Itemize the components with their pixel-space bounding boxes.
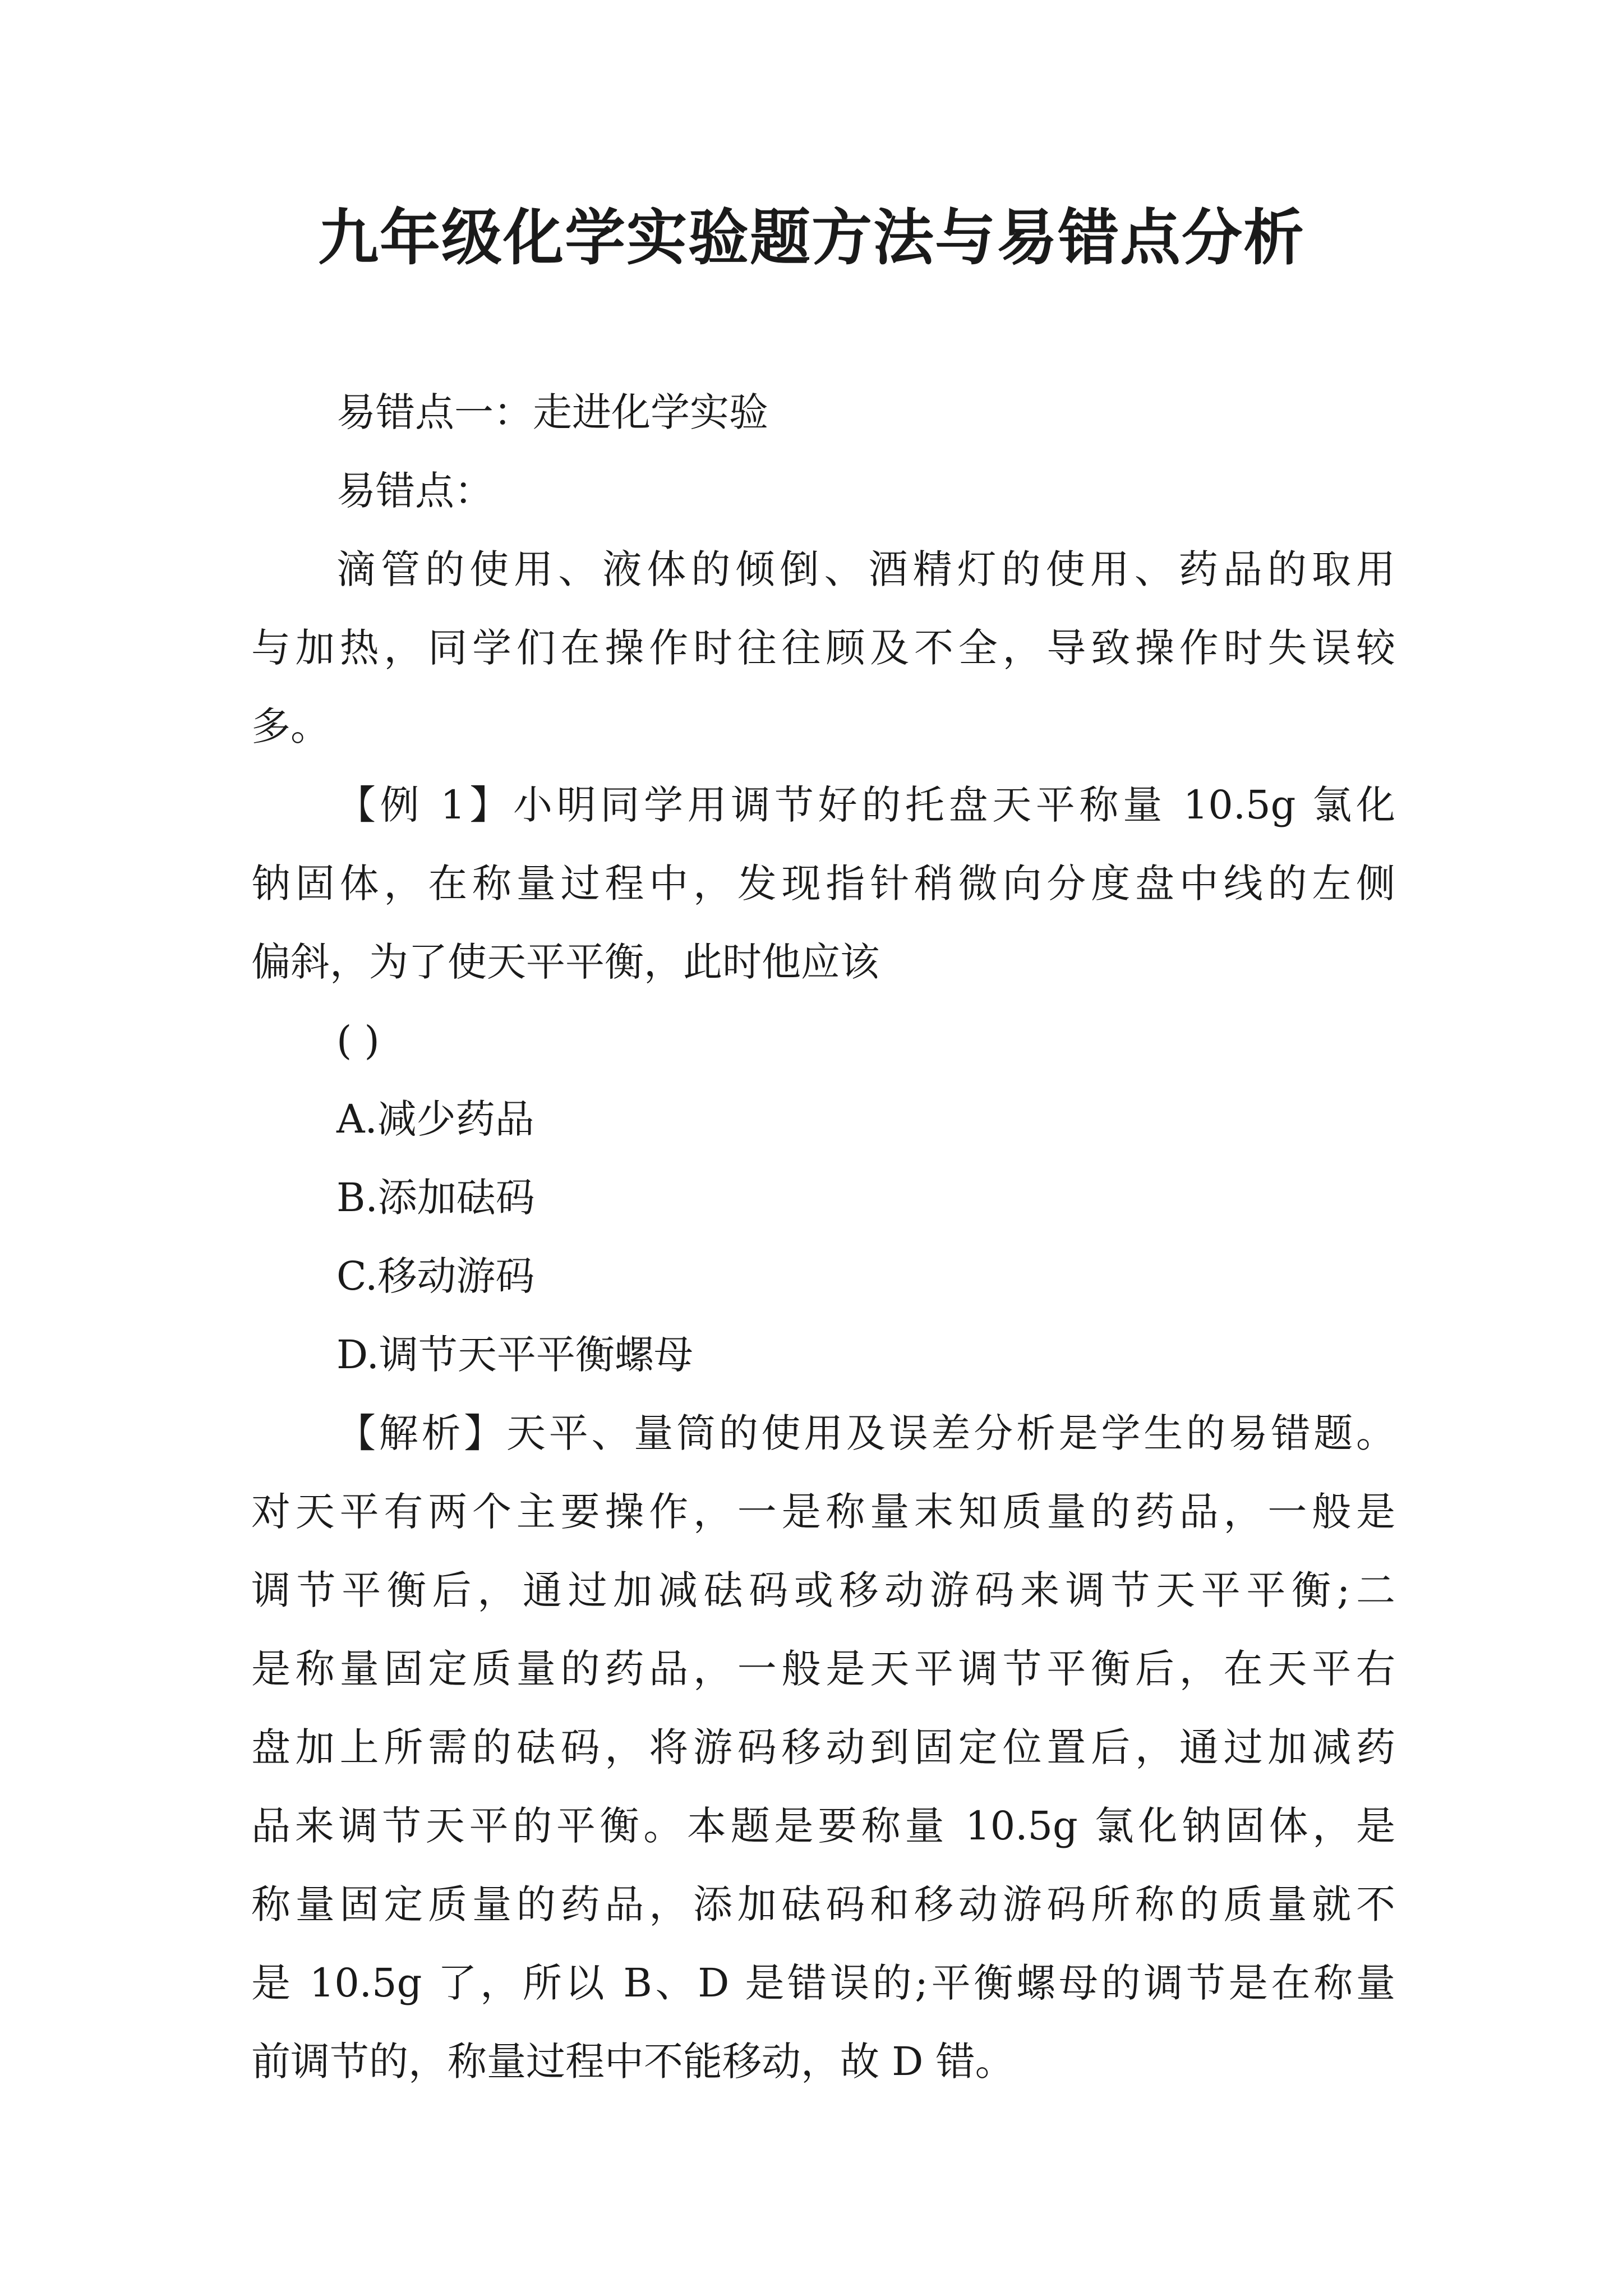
document-body — [251, 373, 1395, 2101]
option-d: D.调节天平平衡螺母 — [336, 1332, 693, 1378]
example-line: 钠固体，在称量过程中，发现指针稍微向分度盘中线的左侧 — [251, 861, 1395, 907]
paragraph-line: 多。 — [251, 703, 330, 749]
analysis-line: 调节平衡后，通过加减砝码或移动游码来调节天平平衡;二 — [251, 1567, 1395, 1613]
document-title: 九年级化学实验题方法与易错点分析 — [317, 203, 1305, 273]
analysis-line: 【解析】天平、量筒的使用及误差分析是学生的易错题。 — [336, 1410, 1395, 1456]
analysis-line: 称量固定质量的药品，添加砝码和移动游码所称的质量就不 — [251, 1881, 1395, 1927]
subheading: 易错点： — [336, 468, 494, 514]
section-heading: 易错点一：走进化学实验 — [336, 389, 768, 435]
option-b: B.添加砝码 — [336, 1175, 535, 1221]
option-a: A.减少药品 — [336, 1096, 534, 1142]
example-line: 偏斜，为了使天平平衡，此时他应该 — [251, 939, 879, 985]
paragraph-line: 与加热，同学们在操作时往往顾及不全，导致操作时失误较 — [251, 625, 1395, 671]
analysis-line: 对天平有两个主要操作，一是称量末知质量的药品，一般是 — [251, 1489, 1395, 1535]
analysis-line: 品来调节天平的平衡。本题是要称量 10.5g 氯化钠固体，是 — [251, 1803, 1395, 1849]
analysis-line: 是称量固定质量的药品，一般是天平调节平衡后，在天平右 — [251, 1646, 1395, 1692]
analysis-line: 前调节的，称量过程中不能移动，故 D 错。 — [251, 2039, 1015, 2085]
analysis-line: 是 10.5g 了，所以 B、D 是错误的;平衡螺母的调节是在称量 — [251, 1960, 1395, 2006]
answer-blank: ( ) — [336, 1018, 380, 1064]
option-c: C.移动游码 — [336, 1253, 535, 1299]
analysis-line: 盘加上所需的砝码，将游码移动到固定位置后，通过加减药 — [251, 1724, 1395, 1770]
example-line: 【例 1】小明同学用调节好的托盘天平称量 10.5g 氯化 — [336, 782, 1395, 828]
paragraph-line: 滴管的使用、液体的倾倒、酒精灯的使用、药品的取用 — [336, 546, 1395, 592]
